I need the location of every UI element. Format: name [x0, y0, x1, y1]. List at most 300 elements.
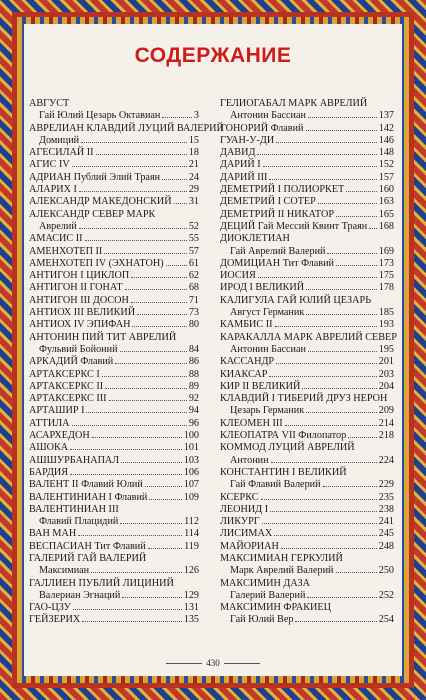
leader-dots	[72, 166, 187, 167]
toc-entry-line	[29, 467, 199, 479]
toc-entry-page: 238	[378, 503, 394, 515]
toc-entry-line	[29, 528, 199, 540]
page-footer	[24, 658, 402, 668]
toc-entry	[220, 233, 394, 258]
toc-entry-page: 204	[378, 380, 394, 392]
toc-entry-subtitle: Антонин Бассиан	[230, 110, 306, 122]
leader-dots	[275, 326, 377, 327]
toc-entry-page: 195	[378, 343, 394, 355]
leader-dots	[306, 314, 376, 315]
toc-entry-heading: ИОСИЯ	[220, 270, 256, 282]
toc-entry-heading: ГАО-ЦЗУ	[29, 602, 71, 614]
toc-entry-line	[29, 369, 199, 381]
toc-entry-subline	[29, 135, 199, 147]
leader-dots	[105, 388, 187, 389]
toc-entry	[220, 221, 394, 233]
toc-entry-page: 218	[378, 430, 394, 442]
toc-entry-subline	[220, 246, 394, 258]
toc-entry-line	[220, 270, 394, 282]
toc-entry-heading: КСЕРКС	[220, 491, 259, 503]
toc-entry-heading: АГИС IV	[29, 159, 70, 171]
toc-entry-subline	[220, 479, 394, 491]
leader-dots	[131, 277, 187, 278]
toc-entry-heading: ДЕЦИЙ Гай Мессий Квинт Траян	[220, 220, 368, 232]
toc-entry-line	[29, 442, 199, 454]
toc-entry-page: 135	[183, 614, 199, 626]
toc-entry-subline	[220, 614, 394, 626]
toc-entry-subline	[29, 565, 199, 577]
leader-dots	[120, 523, 182, 524]
toc-entry	[29, 209, 199, 234]
toc-entry-line	[29, 184, 199, 196]
toc-entry	[220, 159, 394, 171]
toc-entry-heading: ВАЛЕНТИНИАН I Флавий	[29, 491, 148, 503]
toc-entry	[29, 430, 199, 442]
toc-entry-page: 131	[183, 602, 199, 614]
toc-entry-heading: ДИОКЛЕТИАН	[220, 233, 290, 245]
leader-dots	[86, 412, 186, 413]
toc-entry-heading: КОММОД ЛУЦИЙ АВРЕЛИЙ	[220, 442, 355, 454]
toc-entry-heading: ДАВИД	[220, 147, 256, 159]
toc-entry-heading: АМЕНХОТЕП IV (ЭХНАТОН)	[29, 257, 164, 269]
leader-dots	[307, 597, 376, 598]
toc-entry-subline	[29, 110, 199, 122]
toc-entry-heading: АНТИГОН III ДОСОН	[29, 294, 129, 306]
toc-entry-heading: ГАЛЕРИЙ ГАЙ ВАЛЕРИЙ	[29, 552, 147, 564]
toc-entry-page: 107	[183, 479, 199, 491]
toc-entry-line	[29, 159, 199, 171]
toc-entry	[220, 135, 394, 147]
toc-column-right	[220, 98, 397, 627]
toc-entry	[29, 504, 199, 529]
toc-entry-heading: КИАКСАР	[220, 368, 268, 380]
toc-entry-page: 137	[378, 110, 394, 122]
toc-entry-page: 68	[188, 282, 199, 294]
toc-entry	[220, 147, 394, 159]
toc-entry	[220, 381, 394, 393]
toc-entry-line	[29, 147, 199, 159]
toc-entry-page: 92	[188, 393, 199, 405]
toc-entry	[220, 528, 394, 540]
toc-entry	[220, 258, 394, 270]
toc-entry	[220, 516, 394, 528]
toc-entry-page: 96	[188, 417, 199, 429]
toc-entry-heading: ГОНОРИЙ Флавий	[220, 122, 304, 134]
toc-entry-line	[220, 135, 394, 147]
leader-dots	[269, 179, 376, 180]
toc-entry-line	[29, 430, 199, 442]
leader-dots	[132, 326, 186, 327]
toc-entry	[220, 553, 394, 578]
leader-dots	[92, 437, 182, 438]
toc-entry-page: 250	[378, 565, 394, 577]
toc-entry-page: 29	[188, 184, 199, 196]
leader-dots	[318, 203, 377, 204]
toc-entry-page: 15	[188, 134, 199, 146]
leader-dots	[263, 166, 377, 167]
toc-entry-page: 3	[193, 110, 199, 122]
toc-entry	[29, 381, 199, 393]
leader-dots	[336, 216, 377, 217]
toc-entry-heading: КЛЕОПАТРА VII Филопатор	[220, 430, 347, 442]
toc-entry	[29, 196, 199, 208]
leader-dots	[336, 572, 377, 573]
toc-entry-heading: АМАСИС II	[29, 233, 83, 245]
toc-entry	[220, 282, 394, 294]
toc-entry-heading: КАЛИГУЛА ГАЙ ЮЛИЙ ЦЕЗАРЬ	[220, 294, 372, 306]
toc-entry-page: 52	[188, 220, 199, 232]
leader-dots	[166, 265, 187, 266]
toc-entry	[29, 492, 199, 504]
toc-entry	[220, 430, 394, 442]
toc-entry	[29, 528, 199, 540]
toc-entry	[220, 295, 394, 320]
toc-entry-heading: АВГУСТ	[29, 98, 70, 109]
toc-entry-heading: МАКСИМИН ДАЗА	[220, 577, 310, 589]
toc-entry-heading: АНТИОХ IV ЭПИФАН	[29, 319, 131, 331]
toc-entry	[29, 455, 199, 467]
toc-entry-heading: АРКАДИЙ Флавий	[29, 356, 114, 368]
toc-entry-line	[29, 319, 199, 331]
toc-entry	[29, 159, 199, 171]
toc-entry	[29, 369, 199, 381]
leader-dots	[102, 376, 187, 377]
toc-entry-heading: ГАЛЛИЕН ПУБЛИЙ ЛИЦИНИЙ	[29, 577, 174, 589]
toc-entry-heading: ДОМИЦИАН Тит Флавий	[220, 257, 334, 269]
toc-entry	[29, 172, 199, 184]
footer-rule-right	[224, 663, 260, 664]
leader-dots	[276, 142, 377, 143]
toc-entry-heading: КЛАВДИЙ I ТИБЕРИЙ ДРУЗ НЕРОН	[220, 393, 388, 405]
toc-entry	[220, 442, 394, 467]
toc-entry	[29, 184, 199, 196]
toc-entry-page: 61	[188, 257, 199, 269]
toc-entry-page: 241	[378, 516, 394, 528]
toc-entry-heading: КЛЕОМЕН III	[220, 417, 283, 429]
toc-entry	[29, 578, 199, 603]
toc-entry-heading: ИРОД I ВЕЛИКИЙ	[220, 282, 305, 294]
toc-entry-page: 114	[184, 528, 199, 540]
toc-entry	[220, 492, 394, 504]
toc-entry-subtitle: Аврелий	[39, 220, 77, 232]
toc-entry-heading: ВАН МАН	[29, 528, 77, 540]
toc-entry-page: 94	[188, 405, 199, 417]
toc-entry-heading: ГЕЙЗЕРИХ	[29, 614, 81, 626]
toc-entry-line	[220, 184, 394, 196]
toc-entry-heading: АЛЕКСАНДР СЕВЕР МАРК	[29, 208, 156, 220]
toc-entry-heading: ВАЛЕНТИНИАН III	[29, 503, 119, 515]
toc-entry	[29, 246, 199, 258]
toc-entry-subtitle: Марк Аврелий Валерий	[230, 565, 334, 577]
toc-entry	[220, 270, 394, 282]
leader-dots	[121, 462, 182, 463]
toc-entry-line	[220, 356, 394, 368]
toc-entry-subtitle: Гай Юлий Цезарь Октавиан	[39, 110, 161, 122]
toc-entry-line	[220, 381, 394, 393]
toc-entry-heading: ДАРИЙ I	[220, 159, 261, 171]
toc-entry-page: 214	[378, 417, 394, 429]
toc-entry	[29, 270, 199, 282]
toc-entry-line	[29, 196, 199, 208]
toc-entry-heading: ВАЛЕНТ II Флавий Юлий	[29, 479, 143, 491]
page-number: 430	[206, 658, 220, 668]
toc-entry	[29, 295, 199, 307]
toc-entry-line	[220, 541, 394, 553]
toc-entry-heading: МАКСИМИН ФРАКИЕЦ	[220, 602, 331, 614]
toc-entry	[29, 147, 199, 159]
toc-entry	[29, 442, 199, 454]
toc-entry-page: 62	[188, 270, 199, 282]
toc-entry-subline	[29, 590, 199, 602]
toc-entry-line	[29, 270, 199, 282]
toc-entry-line	[220, 196, 394, 208]
toc-entry-heading: КИР II ВЕЛИКИЙ	[220, 380, 301, 392]
toc-entry	[220, 369, 394, 381]
toc-entry	[29, 319, 199, 331]
toc-entry-page: 101	[183, 442, 199, 454]
toc-entry-subtitle: Гай Аврелий Валерий	[230, 245, 326, 257]
leader-dots	[336, 265, 377, 266]
leader-dots	[306, 289, 377, 290]
toc-entry-subtitle: Фульвий Бойоний	[39, 343, 118, 355]
toc-entry-page: 229	[378, 479, 394, 491]
toc-entry-heading: БАРДИЯ	[29, 466, 69, 478]
toc-entry-line	[29, 492, 199, 504]
toc-entry-subline	[220, 565, 394, 577]
toc-entry	[29, 332, 199, 357]
toc-entry	[220, 196, 394, 208]
toc-entry-page: 203	[378, 368, 394, 380]
toc-entry-heading: АНТОНИН ПИЙ ТИТ АВРЕЛИЙ	[29, 331, 177, 343]
toc-entry	[220, 418, 394, 430]
toc-entry-heading: АГЕСИЛАЙ II	[29, 147, 94, 159]
leader-dots	[148, 548, 182, 549]
toc-entry-subtitle: Гай Флавий Валерий	[230, 479, 321, 491]
toc-entry	[29, 405, 199, 417]
leader-dots	[348, 437, 377, 438]
toc-entry-subtitle: Август Германик	[230, 307, 305, 319]
toc-entry-page: 178	[378, 282, 394, 294]
leader-dots	[91, 572, 182, 573]
toc-entry-subline	[29, 516, 199, 528]
toc-entry-page: 224	[378, 454, 394, 466]
toc-entry-subline	[220, 405, 394, 417]
leader-dots	[120, 351, 187, 352]
toc-entry-heading: ЛИСИМАХ	[220, 528, 273, 540]
leader-dots	[131, 302, 187, 303]
toc-entry-line	[29, 356, 199, 368]
toc-entry-line	[29, 233, 199, 245]
toc-entry-line	[29, 405, 199, 417]
leader-dots	[327, 253, 376, 254]
toc-entry-line	[29, 479, 199, 491]
toc-entry-page: 254	[378, 614, 394, 626]
toc-entry-page: 84	[188, 343, 199, 355]
toc-entry-heading: АРТАКСЕРКС III	[29, 393, 107, 405]
toc-entry-heading: ДЕМЕТРИЙ I ПОЛИОРКЕТ	[220, 184, 345, 196]
toc-entry	[29, 307, 199, 319]
leader-dots	[81, 142, 187, 143]
toc-entry	[220, 393, 394, 418]
toc-entry-page: 126	[183, 565, 199, 577]
toc-entry-page: 55	[188, 233, 199, 245]
toc-entry-subtitle: Валериан Эгнаций	[39, 589, 121, 601]
toc-entry-subtitle: Антонин Бассиан	[230, 343, 306, 355]
toc-entry-line	[220, 528, 394, 540]
toc-entry	[29, 602, 199, 614]
toc-entry	[220, 602, 394, 627]
toc-entry-page: 112	[184, 516, 199, 528]
toc-entry-page: 88	[188, 368, 199, 380]
leader-dots	[269, 376, 376, 377]
toc-entry-page: 129	[183, 589, 199, 601]
toc-entry-line	[220, 369, 394, 381]
toc-entry-line	[220, 319, 394, 331]
toc-entry	[29, 418, 199, 430]
toc-entry-heading: ВЕСПАСИАН Тит Флавий	[29, 540, 146, 552]
toc-entry-heading: ЛИКУРГ	[220, 516, 260, 528]
toc-entry-subtitle: Домиций	[39, 134, 80, 146]
toc-page	[24, 24, 402, 676]
leader-dots	[122, 597, 181, 598]
toc-entry-page: 157	[378, 171, 394, 183]
toc-entry-page: 106	[183, 466, 199, 478]
leader-dots	[306, 412, 377, 413]
leader-dots	[73, 609, 182, 610]
toc-entry-page: 119	[184, 540, 199, 552]
toc-entry-subtitle: Галерий Валерий	[230, 589, 306, 601]
toc-entry-heading: МАКСИМИАН ГЕРКУЛИЙ	[220, 552, 343, 564]
toc-entry-page: 248	[378, 540, 394, 552]
toc-entry-page: 24	[188, 171, 199, 183]
toc-entry-heading: ГЕЛИОГАБАЛ МАРК АВРЕЛИЙ	[220, 98, 368, 109]
leader-dots	[78, 535, 182, 536]
toc-entry	[220, 331, 397, 357]
toc-entry-line	[220, 209, 394, 221]
leader-dots	[262, 523, 377, 524]
leader-dots	[70, 449, 182, 450]
toc-entry-page: 209	[378, 405, 394, 417]
leader-dots	[308, 117, 377, 118]
toc-entry-page: 163	[378, 196, 394, 208]
toc-entry-line	[29, 282, 199, 294]
toc-entry-heading: КАРАКАЛЛА МАРК АВРЕЛИЙ СЕВЕР	[220, 331, 397, 343]
toc-entry-page: 89	[188, 380, 199, 392]
leader-dots	[285, 425, 377, 426]
toc-entry-heading: ДЕМЕТРИЙ I СОТЕР	[220, 196, 316, 208]
toc-entry	[220, 504, 394, 516]
toc-entry	[29, 614, 199, 626]
toc-entry-heading: ДЕМЕТРИЙ II НИКАТОР	[220, 208, 335, 220]
toc-entry-subtitle: Максимиан	[39, 565, 90, 577]
toc-entry-subline	[220, 344, 394, 356]
toc-entry-line	[220, 258, 394, 270]
toc-entry-subline	[29, 344, 199, 356]
toc-entry-page: 175	[378, 270, 394, 282]
toc-entry	[29, 467, 199, 479]
toc-entry-line	[29, 172, 199, 184]
toc-entry-subtitle: Флавий Плацидий	[39, 516, 119, 528]
toc-entry-line	[29, 246, 199, 258]
toc-entry-heading: КОНСТАНТИН I ВЕЛИКИЙ	[220, 466, 347, 478]
toc-column-left	[29, 98, 224, 627]
toc-entry-heading: АРТАКСЕРКС I	[29, 368, 100, 380]
toc-entry-heading: АНТИГОН I ЦИКЛОП	[29, 270, 130, 282]
leader-dots	[346, 191, 376, 192]
toc-entry	[220, 123, 394, 135]
toc-entry-subline	[29, 221, 199, 233]
toc-entry-heading: АРТАШИР I	[29, 405, 85, 417]
toc-entry	[29, 258, 199, 270]
toc-entry	[29, 479, 199, 491]
toc-entry	[220, 541, 394, 553]
toc-entry-page: 57	[188, 245, 199, 257]
toc-entry-line	[220, 123, 394, 135]
leader-dots	[258, 277, 377, 278]
toc-entry-heading: АШОКА	[29, 442, 69, 454]
toc-entry-page: 235	[378, 491, 394, 503]
toc-entry-page: 168	[378, 220, 394, 232]
leader-dots	[115, 363, 187, 364]
leader-dots	[270, 511, 377, 512]
toc-entry-line	[29, 418, 199, 430]
toc-entry-subline	[220, 455, 394, 467]
toc-entry-page: 73	[188, 307, 199, 319]
toc-entry	[220, 319, 394, 331]
leader-dots	[149, 499, 181, 500]
toc-entry-line	[29, 393, 199, 405]
leader-dots	[137, 314, 187, 315]
toc-entry-heading: ЛЕОНИД I	[220, 503, 269, 515]
toc-entry-heading: АМЕНХОТЕП II	[29, 245, 103, 257]
toc-entry-page: 152	[378, 159, 394, 171]
leader-dots	[109, 400, 187, 401]
leader-dots	[276, 363, 377, 364]
leader-dots	[72, 425, 187, 426]
toc-entry	[220, 184, 394, 196]
toc-entry-page: 109	[183, 491, 199, 503]
toc-entry	[220, 356, 394, 368]
toc-entry-subtitle: Цезарь Германик	[230, 405, 305, 417]
toc-entry-heading: АШШУРБАНАПАЛ	[29, 454, 120, 466]
toc-entry-line	[29, 602, 199, 614]
toc-entry-page: 245	[378, 528, 394, 540]
toc-entry-line	[29, 381, 199, 393]
toc-entry-page: 18	[188, 147, 199, 159]
toc-entry-heading: КАССАНДР	[220, 356, 275, 368]
toc-entry-page: 185	[378, 307, 394, 319]
toc-entry-line	[29, 258, 199, 270]
toc-entry-heading: АЛЕКСАНДР МАКЕДОНСКИЙ	[29, 196, 172, 208]
toc-entry-page: 193	[378, 319, 394, 331]
toc-entry	[29, 98, 199, 123]
toc-entry-page: 160	[378, 184, 394, 196]
leader-dots	[295, 621, 376, 622]
leader-dots	[274, 535, 377, 536]
toc-entry	[29, 122, 224, 148]
leader-dots	[70, 474, 182, 475]
toc-entry-subline	[220, 307, 394, 319]
toc-entry-page: 148	[378, 147, 394, 159]
toc-entry	[29, 233, 199, 245]
toc-entry-heading: ГУАН-У-ДИ	[220, 134, 275, 146]
page-title: СОДЕРЖАНИЕ	[134, 44, 292, 67]
toc-entry-heading: ДАРИЙ III	[220, 171, 268, 183]
toc-entry-heading: АВРЕЛИАН КЛАВДИЙ ЛУЦИЙ ВАЛЕРИЙ	[29, 122, 224, 134]
toc-entry-line	[220, 221, 394, 233]
toc-entry	[29, 541, 199, 553]
toc-entry-line	[220, 516, 394, 528]
